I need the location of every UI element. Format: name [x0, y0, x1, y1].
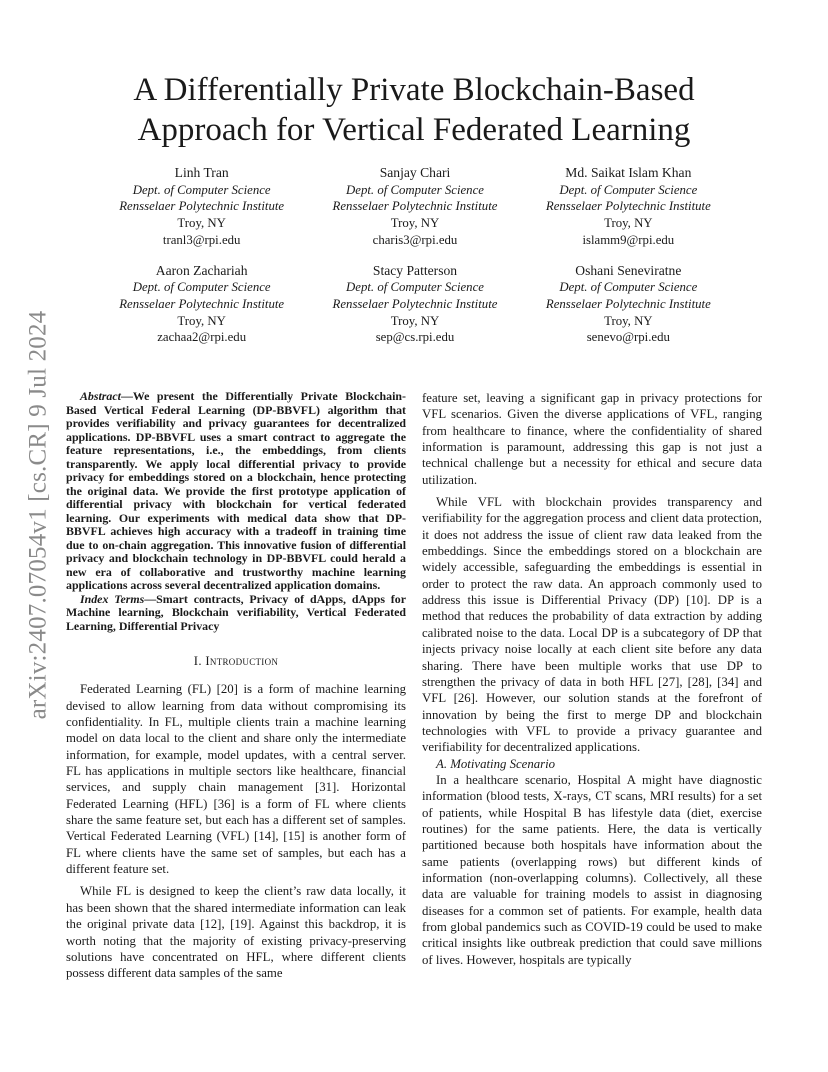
title-line-2: Approach for Vertical Federated Learning — [137, 112, 691, 148]
author-institution: Rensselaer Polytechnic Institute — [545, 199, 711, 214]
abstract-text: —We present the Differentially Private Blockchain-Based Vertical Federal Learning (DP-BBVFL) algorithm that provides verifiability and privacy guarantees for decentralized applications. DP-BBVFL uses a smart contract to aggregate the feature representations, i.e., the embeddings, from clients transparently. We apply local differential privacy to provide privacy for embeddings stored on a blockchain, hence protecting the original data. We provide the first prototype application of differential privacy with blockchain for vertical federated learning. Our experiments with medical data show that DP-BBVFL achieves high accuracy with a tradeoff in training time due to on-chain aggregation. This innovative fusion of differential privacy and blockchain technology in DP-BBVFL could herald a new era of collaborative and trustworthy machine learning applications across several decentralized application domains. — [66, 389, 406, 592]
author-location: Troy, NY — [177, 216, 226, 231]
arxiv-side-identifier — [22, 300, 54, 730]
author-dept: Dept. of Computer Science — [346, 280, 484, 295]
index-terms-label: Index Terms — [80, 591, 145, 606]
body-paragraph: In a healthcare scenario, Hospital A might have diagnostic information (blood tests, X-rays, CT scans, MRI results) for a set of patients, while Hospital B has lifestyle data (diet, exercise routines) for the same patients. Here, the data is vertically partitioned because both hospitals have information about the same patients (overlapping rows) but different kinds of information (non-overlapping columns). Collectively, all these data are valuable for training models to assist in diagnosing diseases for a common set of patients. For example, health data from global pandemics such as COVID-19 could be used to make critical insights like outbreak prediction that could save millions of lives. However, hospitals are typically — [422, 772, 762, 967]
author-card — [308, 263, 521, 347]
author-location: Troy, NY — [390, 313, 440, 328]
left-column — [66, 390, 406, 982]
author-dept: Dept. of Computer Science — [132, 182, 271, 197]
author-email: charis3@rpi.edu — [372, 232, 458, 247]
index-terms — [66, 593, 406, 634]
author-dept: Dept. of Computer Science — [132, 280, 271, 295]
section-number: I. — [193, 654, 206, 668]
body-paragraph: Federated Learning (FL) [20] is a form of machine learning devised to allow learning from data without compromising its confidentiality. In FL, multiple clients train a machine learning model on data local to the client and share only the intermediate information, for example, model updates, with a central server. FL has applications in multiple sectors like healthcare, financial services, and supply chain management [31]. Horizontal Federated Learning (HFL) [36] is a form of FL where clients share the same feature set, but each has a different set of samples. Vertical Federated Learning (VFL) [14], [15] is another form of FL where clients have the same set of samples, but each has a different feature set. — [66, 682, 406, 877]
author-email: senevo@rpi.edu — [586, 330, 670, 345]
author-card — [522, 165, 735, 249]
author-name: Md. Saikat Islam Khan — [565, 165, 692, 180]
author-location: Troy, NY — [604, 216, 653, 231]
author-dept: Dept. of Computer Science — [559, 280, 698, 295]
abstract — [66, 390, 406, 593]
author-card — [308, 165, 521, 249]
author-name: Sanjay Chari — [379, 165, 451, 180]
body-paragraph: While VFL with blockchain provides transparency and verifiability for the aggregation process and client data protection, it does not address the issue of client raw data leaked from the embeddings. Since the embeddings stored on a blockchain are widely accessible, safeguarding the embeddings is essential in order to protect the raw data. An approach commonly used to address this issue is Differential Privacy (DP) [10]. DP is a method that reduces the probability of data extraction by adding calibrated noise to the data. Local DP is a subcategory of DP that injects privacy noise locally at each client site before any data sharing. There have been multiple works that use DP to strengthen the privacy of data in both HFL [27], [28], [34] and VFL [26]. However, our solution stands at the forefront of innovation by being the first to merge DP and blockchain technologies with VFL to provide a privacy guarantee and verifiability for decentralized applications. — [422, 495, 762, 755]
section-title: Introduction — [205, 654, 279, 668]
paper-title — [90, 70, 738, 150]
author-name: Linh Tran — [174, 165, 229, 180]
author-dept: Dept. of Computer Science — [346, 182, 484, 197]
author-location: Troy, NY — [177, 313, 226, 328]
author-block — [95, 165, 735, 346]
author-institution: Rensselaer Polytechnic Institute — [119, 199, 285, 214]
author-dept: Dept. of Computer Science — [559, 182, 698, 197]
author-name: Stacy Patterson — [372, 262, 458, 278]
body-paragraph: While FL is designed to keep the client’s raw data locally, it has been shown that the shared intermediate information can leak the original private data [12], [19]. Against this backdrop, it is worth noting that the majority of existing privacy-preserving solutions have concentrated on HFL, where different clients possess different data samples of the same — [66, 884, 406, 981]
author-institution: Rensselaer Polytechnic Institute — [119, 296, 285, 311]
author-institution: Rensselaer Polytechnic Institute — [332, 296, 498, 311]
author-name: Oshani Seneviratne — [575, 262, 682, 278]
author-card — [522, 263, 735, 347]
subsection-heading-motivating-scenario: A. Motivating Scenario — [436, 756, 556, 771]
index-terms-text: —Smart contracts, Privacy of dApps, dApps for Machine learning, Blockchain verifiability, Vertical Federated Learning, Differential Privacy — [66, 591, 406, 633]
right-column — [422, 390, 762, 968]
author-card — [95, 263, 308, 347]
author-location: Troy, NY — [390, 216, 440, 231]
arxiv-identifier-text: arXiv:2407.07054v1 [cs.CR] 9 Jul 2024 — [24, 310, 51, 720]
author-email: zachaa2@rpi.edu — [157, 330, 247, 345]
author-email: sep@cs.rpi.edu — [375, 330, 455, 345]
body-paragraph: feature set, leaving a significant gap in privacy protections for VFL scenarios. Given the diverse applications of VFL, ranging from healthcare to finance, where the confidentiality of shared information is paramount, addressing this gap is not just a technical challenge but a necessity for ethical and secure data utilization. — [422, 391, 762, 487]
author-email: tranl3@rpi.edu — [162, 232, 241, 247]
section-heading-introduction — [66, 653, 406, 669]
author-email: islamm9@rpi.edu — [582, 232, 675, 247]
abstract-label: Abstract — [80, 389, 121, 403]
author-name: Aaron Zachariah — [155, 262, 248, 278]
author-institution: Rensselaer Polytechnic Institute — [332, 199, 498, 214]
author-card — [95, 165, 308, 249]
title-line-1: A Differentially Private Blockchain-Based — [133, 72, 695, 108]
author-institution: Rensselaer Polytechnic Institute — [545, 296, 711, 311]
author-location: Troy, NY — [604, 313, 653, 328]
